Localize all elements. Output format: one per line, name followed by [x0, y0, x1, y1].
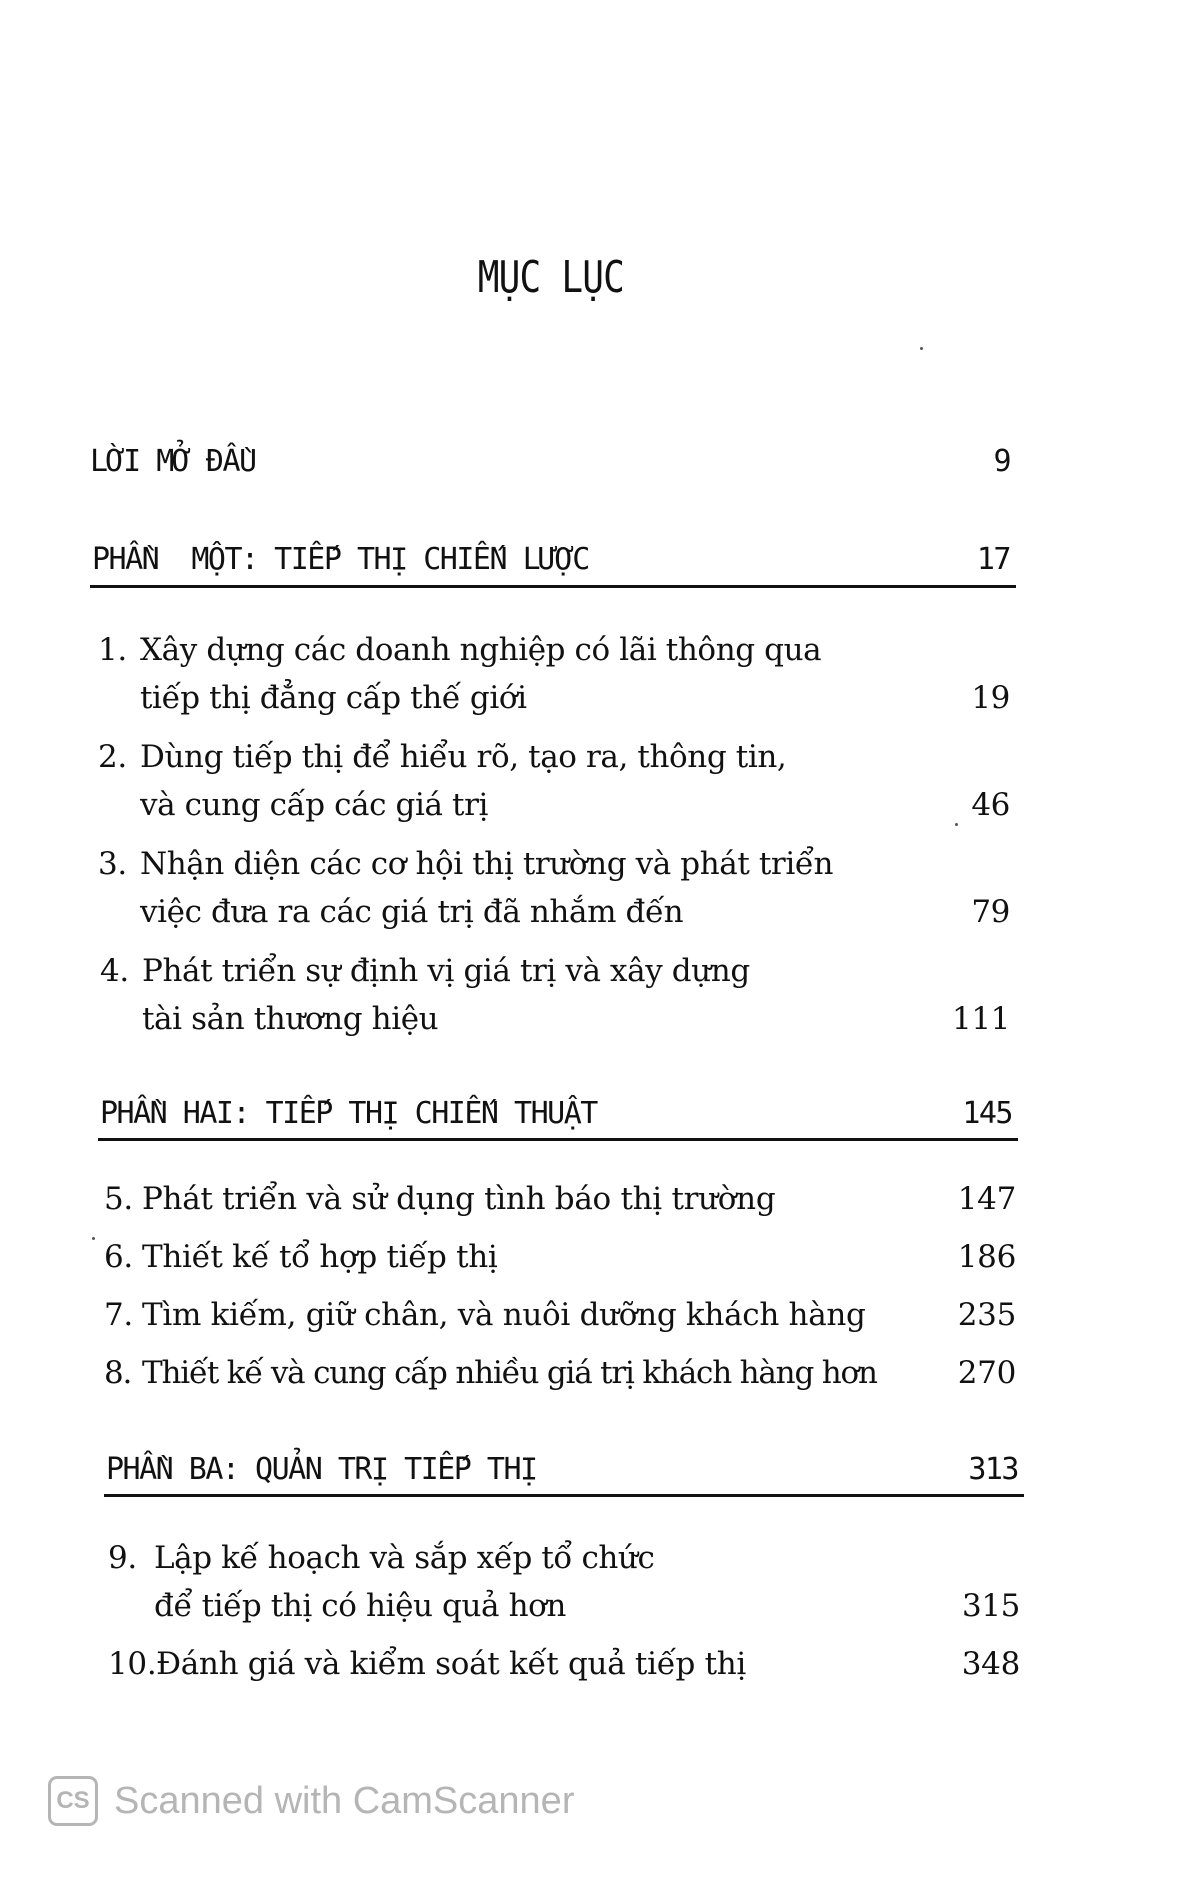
chapter-title: Thiết kế tổ hợp tiếp thị	[142, 1239, 498, 1275]
chapter-title-line1: Phát triển sự định vị giá trị và xây dựng	[142, 953, 750, 989]
part-heading: PHẦN HAI: TIẾP THỊ CHIẾN THUẬT	[100, 1096, 597, 1131]
part-divider	[90, 585, 1016, 588]
watermark-text: Scanned with CamScanner	[114, 1779, 575, 1822]
part-divider	[98, 1138, 1018, 1141]
camscanner-logo-icon: CS	[48, 1776, 98, 1826]
chapter-page: 46	[971, 787, 1010, 823]
chapter-page: 270	[957, 1355, 1016, 1391]
chapter-title: Tìm kiếm, giữ chân, và nuôi dưỡng khách hàng	[142, 1297, 866, 1333]
toc-entry	[100, 947, 1010, 1043]
chapter-title: Đánh giá và kiểm soát kết quả tiếp thị	[156, 1646, 747, 1682]
toc-entry	[104, 1233, 1016, 1281]
chapter-number: 10.	[108, 1646, 157, 1682]
chapter-page: 147	[957, 1181, 1016, 1217]
part-heading-row	[100, 1090, 1012, 1138]
toc-intro-row	[90, 438, 1010, 486]
chapter-number: 3.	[98, 846, 127, 882]
part-heading: PHẦN BA: QUẢN TRỊ TIẾP THỊ	[106, 1452, 537, 1487]
part-heading: PHẦN MỘT: TIẾP THỊ CHIẾN LƯỢC	[92, 542, 589, 577]
chapter-title-line1: Nhận diện các cơ hội thị trường và phát triển	[140, 846, 834, 882]
chapter-number: 4.	[100, 953, 129, 989]
chapter-title-line2: tài sản thương hiệu	[142, 1001, 439, 1037]
chapter-title: Thiết kế và cung cấp nhiều giá trị khách hàng hơn	[142, 1355, 877, 1391]
scan-speck	[955, 823, 958, 826]
chapter-page: 79	[971, 894, 1010, 930]
chapter-title-line2: việc đưa ra các giá trị đã nhắm đến	[140, 894, 684, 930]
chapter-page: 111	[952, 1001, 1010, 1037]
intro-page: 9	[993, 444, 1010, 479]
scan-speck	[920, 347, 923, 350]
part-page: 313	[968, 1452, 1018, 1487]
page-title: MỤC LỤC	[477, 252, 625, 303]
part-divider	[104, 1494, 1024, 1497]
chapter-page: 186	[957, 1239, 1016, 1275]
toc-entry	[98, 840, 1010, 936]
toc-entry	[104, 1291, 1016, 1339]
toc-entry	[108, 1640, 1020, 1688]
chapter-number: 9.	[108, 1540, 137, 1576]
chapter-number: 8.	[104, 1355, 132, 1391]
chapter-number: 2.	[98, 739, 127, 775]
toc-entry	[108, 1534, 1020, 1630]
part-heading-row	[92, 536, 1010, 584]
chapter-number: 1.	[98, 632, 127, 668]
chapter-number: 5.	[104, 1181, 133, 1217]
toc-entry	[104, 1175, 1016, 1223]
chapter-page: 348	[961, 1646, 1020, 1682]
scan-speck	[92, 1237, 95, 1240]
intro-label: LỜI MỞ ĐẦU	[90, 444, 256, 479]
chapter-title-line2: và cung cấp các giá trị	[140, 787, 489, 823]
camscanner-watermark	[48, 1776, 574, 1826]
part-page: 17	[976, 542, 1010, 577]
chapter-title-line1: Dùng tiếp thị để hiểu rõ, tạo ra, thông tin,	[140, 739, 787, 775]
part-page: 145	[962, 1096, 1012, 1131]
toc-entry	[98, 626, 1010, 722]
chapter-title-line2: để tiếp thị có hiệu quả hơn	[154, 1588, 566, 1624]
chapter-title-line1: Xây dựng các doanh nghiệp có lãi thông qua	[140, 632, 822, 668]
chapter-number: 7.	[104, 1297, 133, 1333]
chapter-title-line1: Lập kế hoạch và sắp xếp tổ chức	[154, 1540, 655, 1576]
chapter-page: 19	[971, 680, 1010, 716]
chapter-title: Phát triển và sử dụng tình báo thị trường	[142, 1181, 776, 1217]
toc-entry	[104, 1349, 1016, 1397]
chapter-title-line2: tiếp thị đẳng cấp thế giới	[140, 680, 527, 716]
chapter-page: 315	[962, 1588, 1020, 1624]
chapter-number: 6.	[104, 1239, 133, 1275]
toc-entry	[98, 733, 1010, 829]
chapter-page: 235	[957, 1297, 1016, 1333]
part-heading-row	[106, 1446, 1018, 1494]
